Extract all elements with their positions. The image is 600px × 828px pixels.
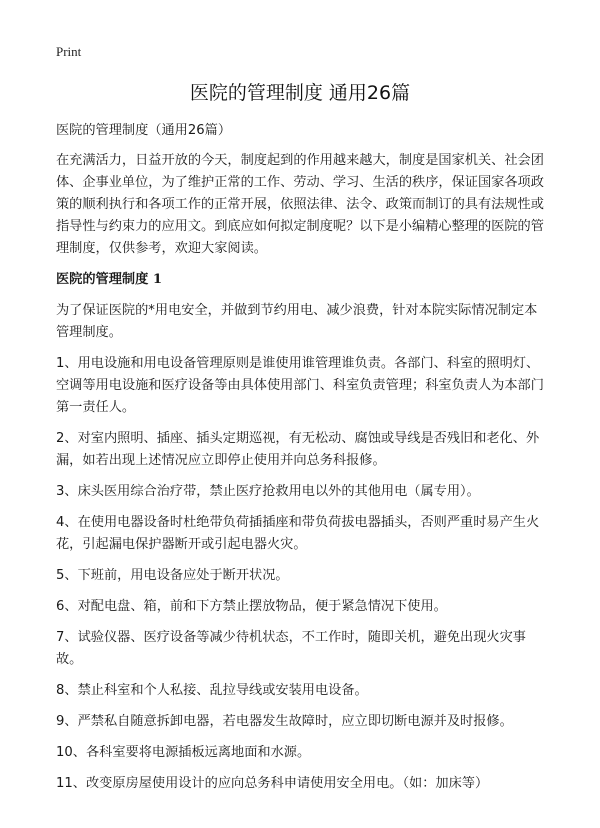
- paragraph: 4、在使用电器设备时杜绝带负荷插插座和带负荷拔电器插头，否则严重时易产生火花，引起漏电保护器断开或引起电器火灾。: [56, 515, 540, 552]
- paragraph: 5、下班前，用电设备应处于断开状况。: [56, 568, 289, 583]
- paragraph: 7、试验仪器、医疗设备等减少待机状态，不工作时，随即关机，避免出现火灾事故。: [56, 630, 526, 667]
- document-body: [56, 120, 548, 804]
- paragraph: 11、改变原房屋使用设计的应向总务科申请使用安全用电。（如：加床等）: [56, 776, 489, 791]
- paragraph: 9、严禁私自随意拆卸电器，若电器发生故障时，应立即切断电源并及时报修。: [56, 714, 513, 729]
- section-heading: 医院的管理制度 1: [56, 272, 163, 287]
- document-subtitle: 医院的管理制度（通用26篇）: [56, 123, 232, 138]
- paragraph: 为了保证医院的*用电安全，并做到节约用电、减少浪费，针对本院实际情况制定本管理制度。: [56, 303, 538, 340]
- print-link[interactable]: Print: [56, 44, 82, 59]
- paragraph: 8、禁止科室和个人私接、乱拉导线或安装用电设备。: [56, 683, 368, 698]
- paragraph: 2、对室内照明、插座、插头定期巡视，有无松动、腐蚀或导线是否残旧和老化、外漏，如若出现上述情况应立即停止使用并向总务科报修。: [56, 431, 540, 468]
- document-title: 医院的管理制度 通用26篇: [189, 82, 411, 104]
- paragraph: 10、各科室要将电源插板远离地面和水源。: [56, 745, 311, 760]
- paragraph: 3、床头医用综合治疗带，禁止医疗抢救用电以外的其他用电（属专用）。: [56, 484, 480, 499]
- paragraph: 1、用电设施和用电设备管理原则是谁使用谁管理谁负责。各部门、科室的照明灯、空调等用电设施和医疗设备等由具体使用部门、科室负责管理；科室负责人为本部门第一责任人。: [56, 356, 544, 415]
- paragraph: 6、对配电盘、箱，前和下方禁止摆放物品，便于紧急情况下使用。: [56, 599, 447, 614]
- intro-paragraph: 在充满活力，日益开放的今天，制度起到的作用越来越大，制度是国家机关、社会团体、企事业单位，为了维护正常的工作、劳动、学习、生活的秩序，保证国家各项政策的顺利执行和各项工作的正常开展，依照法律、法令、政策而制订的具有法规性或指导性与约束力的应用文。到底应如何拟定制度呢？以下是小编精心整理的医院的管理制度，仅供参考，欢迎大家阅读。: [56, 153, 544, 256]
